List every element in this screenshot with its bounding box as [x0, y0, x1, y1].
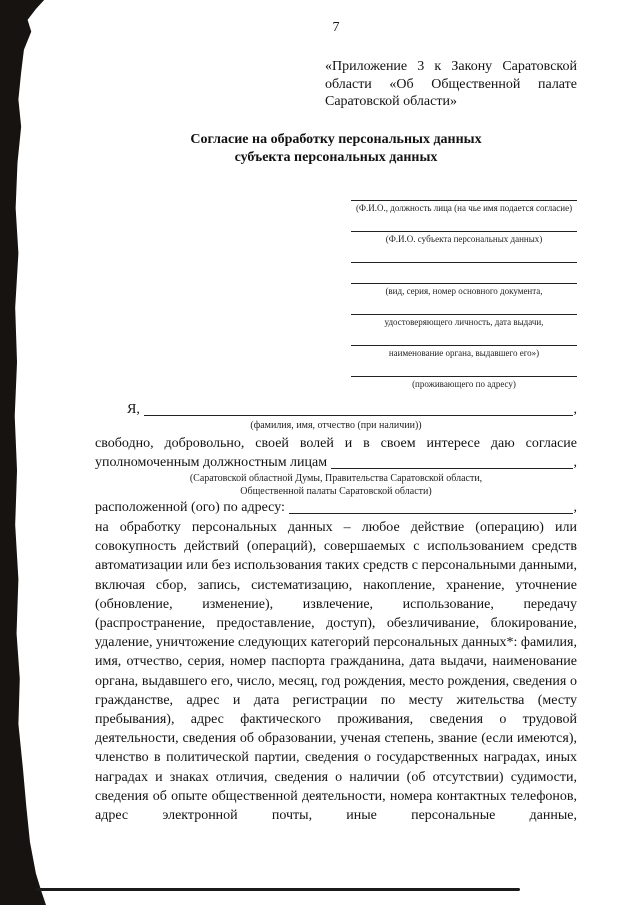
page-content	[95, 0, 577, 825]
trailing-comma: ,	[573, 500, 577, 515]
trailing-comma: ,	[573, 455, 577, 470]
document-title	[95, 131, 577, 167]
blank-line	[351, 272, 577, 284]
blank-line	[351, 365, 577, 377]
field-caption: удостоверяющего личность, дата выдачи,	[384, 316, 544, 327]
consent-text-line1: свободно, добровольно, своей волей и в своем интересе даю согласие	[95, 435, 577, 451]
consent-text-line2: уполномоченным должностным лицам	[95, 455, 328, 470]
form-field	[351, 251, 577, 263]
main-paragraph: на обработку персональных данных – любое действие (операцию) или совокупность действий (операций), совершаемых с использованием средств автоматизации или без использования таких средств с персональными данными, включая сбор, запись, систематизацию, накопление, хранение, уточнение (обновление, изменение), извлечение, использование, передачу (распространение, предоставление, доступ), обезличивание, блокирование, удаление, уничтожение следующих категорий персональных данных*: фамилия, имя, отчество, серия, номер паспорта гражданина, дата выдачи, наименование органа, выдавшего его, число, месяц, год рождения, место рождения, сведения о гражданстве, адрес и дата регистрации по месту жительства (месту пребывания), адрес фактического проживания, сведения о трудовой деятельности, сведения об образовании, ученая степень, звание (если имеются), членство в политической партии, сведения о государственных наградах, иных наградах и знаках отличия, сведения о наличии (об отсутствии) судимости, сведения об опыте общественной деятельности, номера контактных телефонов, адрес электронной почты, иные персональные данные,	[95, 520, 577, 824]
page-number: 7	[332, 20, 340, 35]
document-title-line1: Согласие на обработку персональных данных	[190, 131, 482, 147]
blank-line	[351, 251, 577, 263]
blank-line	[144, 414, 573, 416]
blank-line	[351, 303, 577, 315]
form-field	[351, 272, 577, 297]
form-field	[351, 220, 577, 245]
field-caption: (Ф.И.О. субъекта персональных данных)	[385, 233, 543, 244]
name-fill-row	[95, 400, 577, 419]
scan-bottom-line	[36, 888, 520, 891]
scan-edge-artifact	[0, 0, 46, 905]
form-field	[351, 365, 577, 390]
field-caption: (Ф.И.О., должность лица (на чье имя подается согласие)	[355, 202, 573, 213]
blank-line	[351, 334, 577, 346]
blank-line	[289, 512, 573, 514]
blank-line	[331, 467, 572, 469]
document-title-line2: субъекта персональных данных	[234, 149, 438, 165]
field-caption: (проживающего по адресу)	[412, 378, 516, 389]
address-fill-row	[95, 498, 577, 517]
ya-label: Я,	[127, 401, 140, 417]
org-caption-line2: Общественной палаты Саратовской области)	[240, 486, 432, 497]
blank-line	[351, 189, 577, 201]
form-field	[351, 303, 577, 328]
field-caption: (вид, серия, номер основного документа,	[385, 285, 543, 296]
form-field	[351, 189, 577, 214]
form-field	[351, 334, 577, 359]
trailing-comma: ,	[573, 401, 577, 417]
signature-fields-block	[351, 189, 577, 390]
annex-reference: «Приложение 3 к Закону Саратовской области «Об Общественной палате Саратовской области»	[325, 59, 577, 109]
address-label: расположенной (ого) по адресу:	[95, 500, 285, 515]
blank-line	[351, 220, 577, 232]
org-caption-line1: (Саратовской областной Думы, Правительства Саратовской области,	[189, 473, 483, 484]
field-caption: наименование органа, выдавшего его»)	[388, 347, 540, 358]
officials-fill-row	[95, 453, 577, 472]
name-caption: (фамилия, имя, отчество (при наличии))	[250, 419, 422, 431]
